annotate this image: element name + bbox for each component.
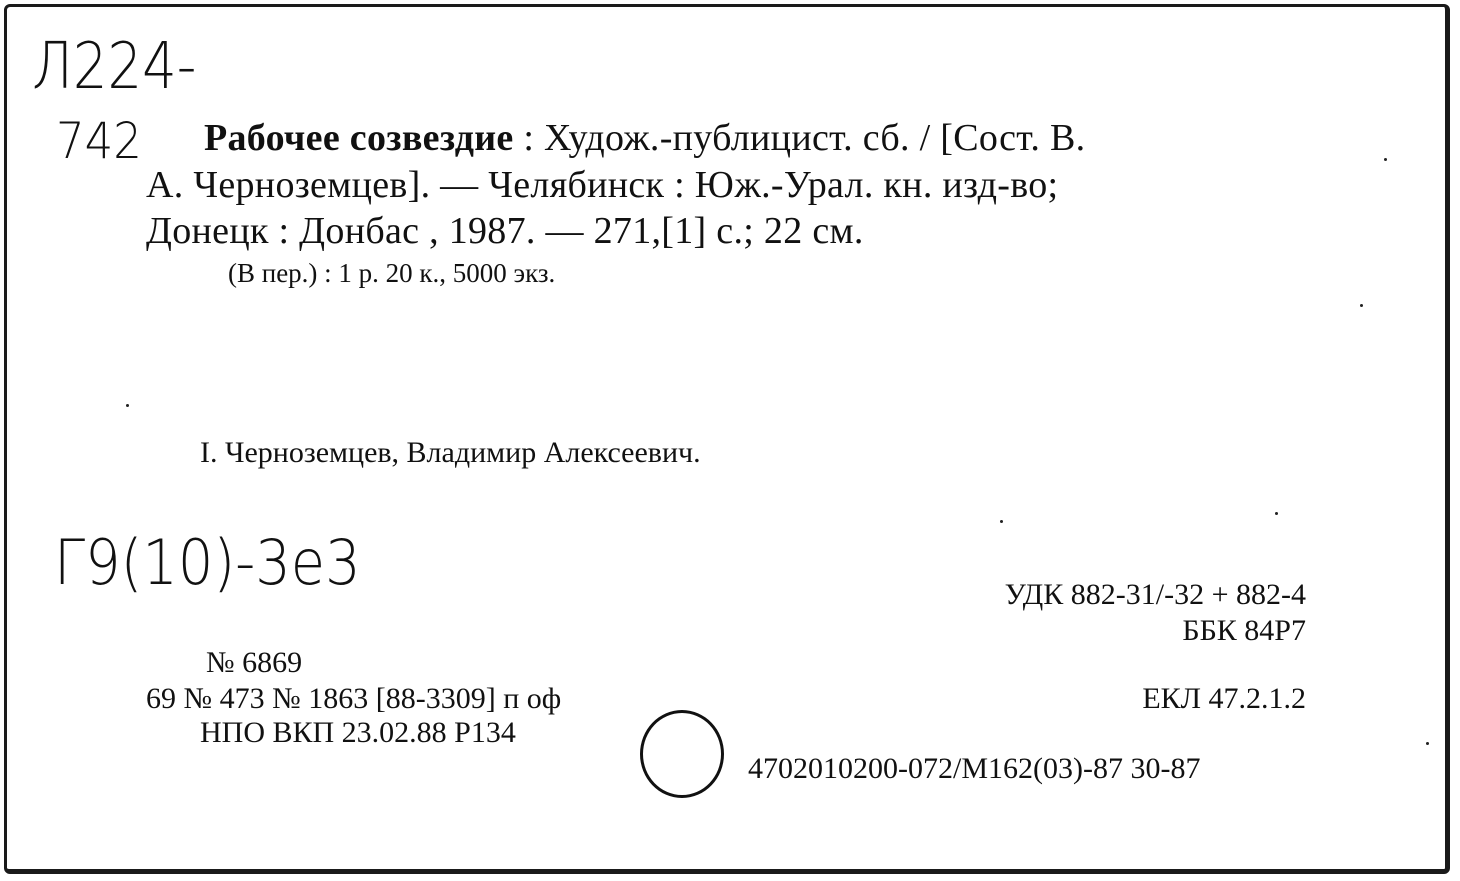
handwritten-code: Г9(10)-3е3 [54, 526, 361, 599]
speck [1360, 304, 1363, 307]
handwritten-shelf-mark: Л224- [32, 30, 197, 104]
order-line: 69 № 473 № 1863 [88-3309] п оф [146, 682, 562, 715]
ekl-code: ЕКЛ 47.2.1.2 [1142, 682, 1306, 715]
speck [1426, 742, 1429, 745]
speck [1275, 512, 1278, 515]
isbn-code: 4702010200-072/М162(03)-87 30-87 [748, 752, 1201, 785]
udk-code: УДК 882-31/-32 + 882-4 [1004, 578, 1306, 611]
title-line-1 [204, 116, 1085, 160]
book-title: Рабочее созвездие [204, 117, 514, 159]
title-line-2: А. Черноземцев]. — Челябинск : Юж.-Урал. кн. изд-во; [146, 164, 1059, 206]
title-rest: : Худож.-публицист. сб. / [Сост. В. [513, 117, 1086, 159]
npo-line: НПО ВКП 23.02.88 Р134 [200, 716, 516, 749]
subject-entry: I. Черноземцев, Владимир Алексеевич. [200, 436, 701, 469]
circle-stamp-mark [640, 710, 724, 798]
title-line-3: Донецк : Донбас , 1987. — 271,[1] с.; 22 см. [146, 210, 864, 252]
price-line: (В пер.) : 1 р. 20 к., 5000 экз. [228, 258, 556, 288]
bbk-code: ББК 84Р7 [1182, 614, 1306, 647]
speck [1384, 158, 1387, 161]
speck [1000, 520, 1003, 523]
number-line: № 6869 [206, 646, 303, 679]
speck [126, 404, 129, 407]
handwritten-number: 742 [56, 112, 142, 170]
